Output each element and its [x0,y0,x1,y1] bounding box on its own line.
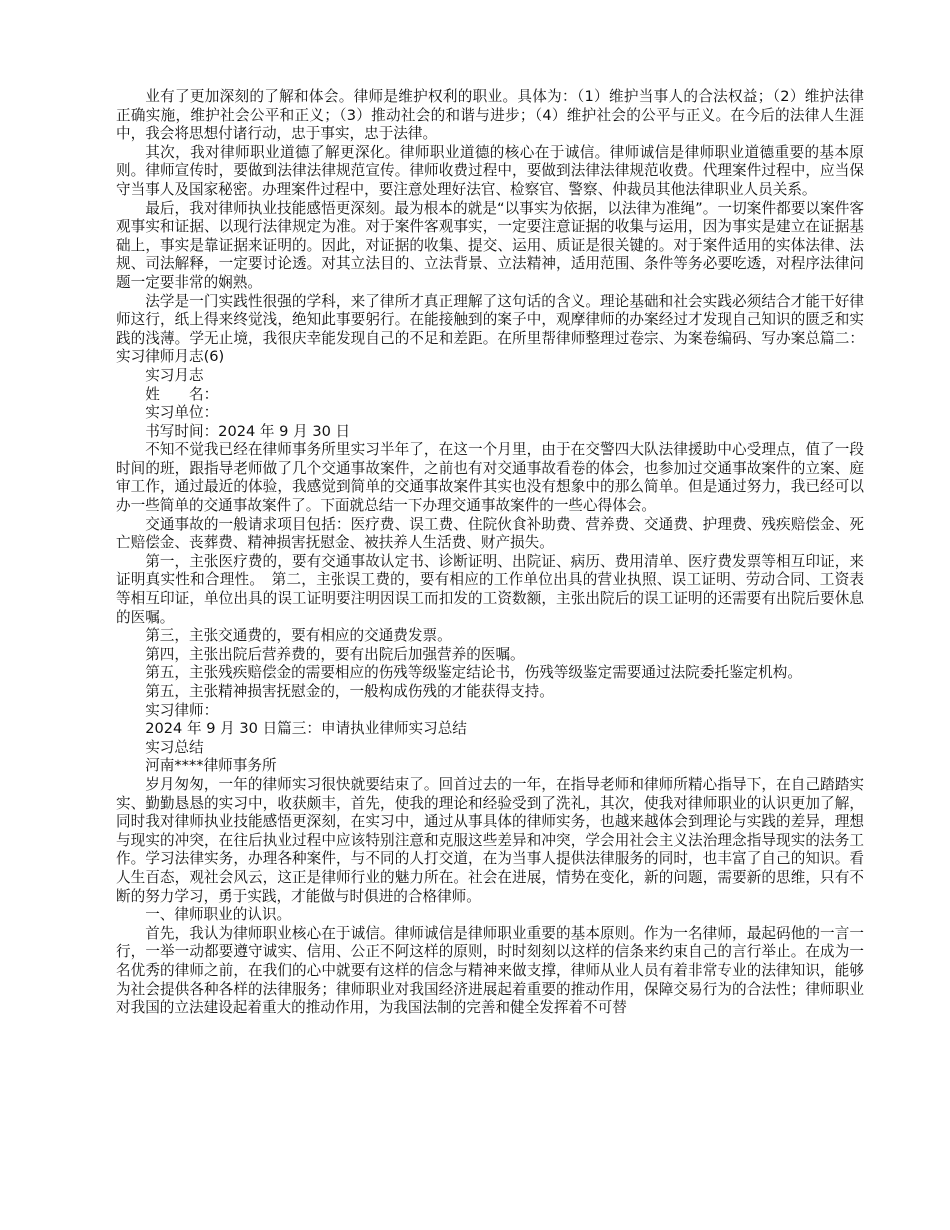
list-line: 第三，主张交通费的，要有相应的交通费发票。 [145,627,452,645]
form-line-name: 姓 名： [145,385,219,403]
list-line: 第五，主张残疾赔偿金的需要相应的伤残等级鉴定结论书，伤残等级鉴定需要通过法院委托鉴定机构。 [145,664,802,682]
paragraph: 第一，主张医疗费的，要有交通事故认定书、诊断证明、出院证、病历、费用清单、医疗费发票等相互印证，来证明真实性和合理性。 第二，主张误工费的，要有相应的工作单位出具的营业执照、误工证明、劳动合同、工资表等相互印证，单位出具的误工证明要注明因误工而扣发的工资数额，主张出院后的误工证明的还需要有出院后要休息的医嘱。 [116,552,864,626]
paragraph: 业有了更加深刻的了解和体会。律师是维护权利的职业。具体为：（1）维护当事人的合法权益；（2）维护法律正确实施，维护社会公平和正义；（3）推动社会的和谐与进步；（4）维护社会的公平与正义。在今后的法律人生涯中，我会将思想付诸行动，忠于事实，忠于法律。 [116,88,864,143]
signature-line: 实习律师： [145,701,219,719]
heading-line: 实习总结 [145,738,204,756]
section-heading: 一、律师职业的认识。 [145,906,292,924]
paragraph: 最后，我对律师执业技能感悟更深刻。最为根本的就是“以事实为依据，以法律为准绳”。一切案件都要以案件客观事实和证据、以现行法律规定为准。对于案件客观事实，一定要注意证据的收集与运用，因为事实是建立在证据基础上，事实是靠证据来证明的。因此，对证据的收集、提交、运用、质证是很关键的。对于案件适用的实体法律、法规、司法解释，一定要讨论透。对其立法目的、立法背景、立法精神，适用范围、条件等务必要吃透，对程序法律问题一定要非常的娴熟。 [116,199,864,291]
paragraph: 岁月匆匆，一年的律师实习很快就要结束了。回首过去的一年，在指导老师和律师所精心指导下，在自己踏踏实实、勤勤恳恳的实习中，收获颇丰，首先，使我的理论和经验受到了洗礼，其次，使我对律师职业的认识更加了解，同时我对律师执业技能感悟更深刻，在实习中，通过从事具体的律师实务，也越来越体会到理论与实践的差异，理想与现实的冲突，在往后执业过程中应该特别注意和克服这些差异和冲突，学会用社会主义法治理念指导现实的法务工作。学习法律实务，办理各种案件，与不同的人打交道，在为当事人提供法律服务的同时，也丰富了自己的知识。看人生百态，观社会风云，这正是律师行业的魅力所在。社会在进展，情势在变化，新的问题，需要新的思维，只有不断的努力学习，勇于实践，才能做与时俱进的合格律师。 [116,775,864,905]
list-line: 第四，主张出院后营养费的，要有出院后加强营养的医嘱。 [145,645,525,663]
firm-name-line: 河南****律师事务所 [145,757,277,775]
date-line: 2024 年 9 月 30 日篇三：申请执业律师实习总结 [145,720,467,738]
paragraph: 首先，我认为律师职业核心在于诚信。律师诚信是律师职业重要的基本原则。作为一名律师，最起码他的一言一行，一举一动都要遵守诚实、信用、公正不阿这样的原则，时时刻刻以这样的信条来约束自己的言行举止。在成为一名优秀的律师之前，在我们的心中就要有这样的信念与精神来做支撑，律师从业人员有着非常专业的法律知识，能够为社会提供各种各样的法律服务；律师职业对我国经济进展起着重要的推动作用，保障交易行为的合法性；律师职业对我国的立法建设起着重大的推动作用，为我国法制的完善和健全发挥着不可替 [116,924,864,1017]
paragraph: 交通事故的一般请求项目包括：医疗费、误工费、住院伙食补助费、营养费、交通费、护理费、残疾赔偿金、死亡赔偿金、丧葬费、精神损害抚慰金、被扶养人生活费、财产损失。 [116,515,864,552]
form-line-date: 书写时间：2024 年 9 月 30 日 [145,422,351,440]
heading-line: 实习月志 [145,366,204,384]
paragraph: 其次，我对律师职业道德了解更深化。律师职业道德的核心在于诚信。律师诚信是律师职业道德重要的基本原则。律师宣传时，要做到法律法律规范宣传。律师收费过程中，要做到法律法律规范收费。代理案件过程中，应当保守当事人及国家秘密。办理案件过程中，要注意处理好法官、检察官、警察、仲裁员其他法律职业人员关系。 [116,143,864,198]
paragraph: 不知不觉我已经在律师事务所里实习半年了，在这一个月里，由于在交警四大队法律援助中心受理点，值了一段时间的班，跟指导老师做了几个交通事故案件，之前也有对交通事故看卷的体会，也参加过交通事故案件的立案、庭审工作，通过最近的体验，我感觉到简单的交通事故案件其实也没有想象中的那么简单。但是通过努力，我已经可以办一些简单的交通事故案件了。下面就总结一下办理交通事故案件的一些心得体会。 [116,441,864,515]
paragraph: 法学是一门实践性很强的学科，来了律所才真正理解了这句话的含义。理论基础和社会实践必须结合才能干好律师这行，纸上得来终觉浅，绝知此事要躬行。在能接触到的案子中，观摩律师的办案经过才发现自己知识的匮乏和实践的浅薄。学无止境，我很庆幸能发现自己的不足和差距。在所里帮律师整理过卷宗、为案卷编码、写办案总篇二：实习律师月志(6) [116,292,864,366]
form-line-unit: 实习单位： [145,404,219,422]
list-line: 第五，主张精神损害抚慰金的，一般构成伤残的才能获得支持。 [145,683,554,700]
